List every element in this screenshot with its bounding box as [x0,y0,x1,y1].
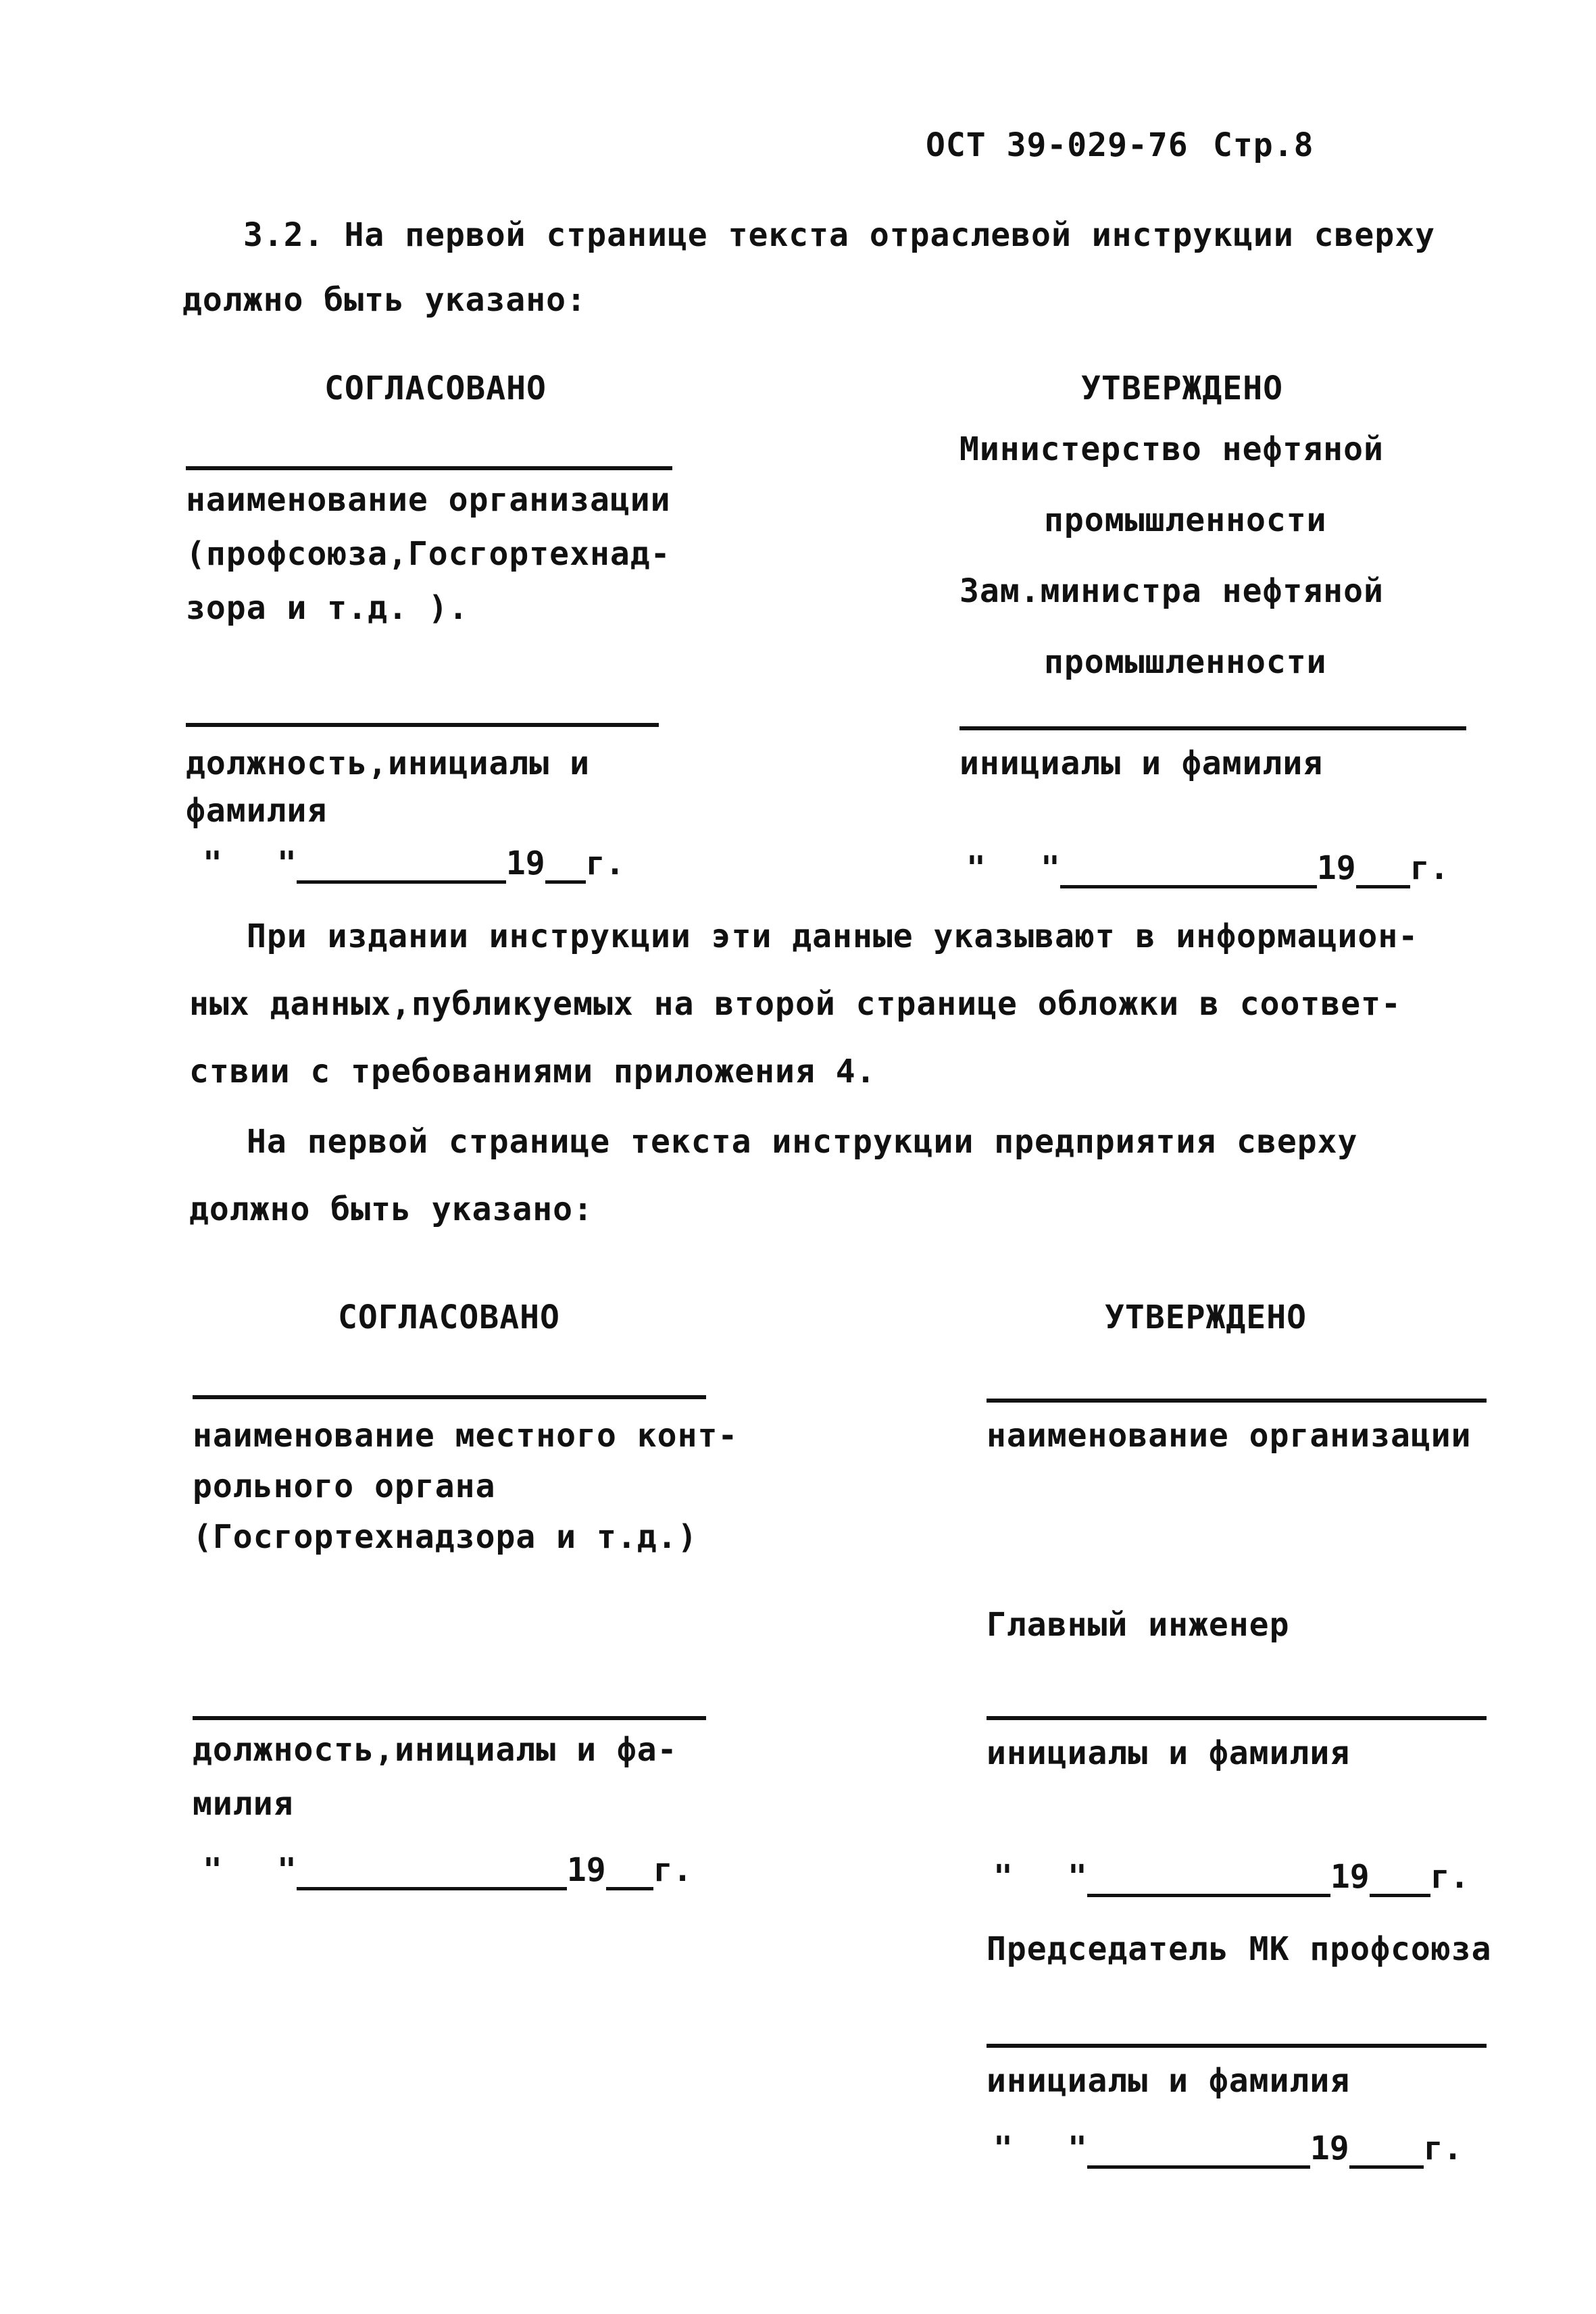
block2-right-title: УТВЕРЖДЕНО [1105,1299,1307,1336]
block1-right-sign-line [959,726,1466,730]
block2-left-sign-line [193,1716,706,1720]
block2-right-chair-sign-line [987,2044,1487,2048]
block1-left-org-caption-2: (профсоюза,Госгортехнад- [186,535,671,573]
block1-right-line-3: Зам.министра нефтяной [959,572,1384,610]
date-open-quote: " [203,1851,222,1889]
para2-line3: ствии с требованиями приложения 4. [189,1053,876,1090]
block1-right-line-2: промышленности [1044,501,1327,539]
block2-left-org-caption-1: наименование местного конт- [193,1417,739,1455]
date-open-quote: " [993,1858,1013,1896]
date-year: 19 [1316,849,1356,887]
block2-left-title: СОГЛАСОВАНО [338,1299,560,1336]
date-open-quote: " [203,845,222,882]
block1-left-date [203,843,625,884]
para2-line1: При издании инструкции эти данные указывают в информацион- [247,917,1419,955]
date-close-quote: " [1068,1858,1087,1896]
block1-right-line-1: Министерство нефтяной [959,430,1384,468]
block2-left-org-line [193,1395,706,1399]
block1-left-org-caption-3: зора и т.д. ). [186,589,469,627]
date-suffix: г. [1423,2130,1463,2167]
block2-right-chief-date [993,1857,1470,1897]
block2-right-chief-sign-line [987,1716,1487,1720]
para2-line2: ных данных,публикуемых на второй странице обложки в соответ- [189,985,1401,1023]
block2-right-chief-caption: инициалы и фамилия [987,1734,1351,1772]
date-year: 19 [1310,2130,1349,2167]
para3-line1: На первой странице текста инструкции предприятия сверху [247,1123,1358,1161]
block1-left-sign-caption-2: фамилия [186,792,328,830]
date-close-quote: " [277,1851,297,1889]
block1-right-title: УТВЕРЖДЕНО [1081,370,1283,407]
block2-left-sign-caption-2: милия [193,1785,294,1823]
block2-left-sign-caption-1: должность,инициалы и фа- [193,1731,678,1769]
date-year: 19 [1330,1858,1370,1896]
date-close-quote: " [277,845,297,882]
block1-right-date [966,848,1449,888]
block1-right-line-4: промышленности [1044,643,1327,681]
date-year: 19 [505,845,545,882]
block2-right-org-caption: наименование организации [987,1417,1472,1455]
block1-right-sign-caption: инициалы и фамилия [959,745,1324,782]
block2-right-chair: Председатель МК профсоюза [987,1930,1492,1968]
para1-line1: 3.2. На первой странице текста отраслевой инструкции сверху [243,216,1436,254]
date-close-quote: " [1068,2130,1087,2167]
block2-right-chair-date [993,2128,1463,2169]
block1-left-org-line [186,466,672,470]
block2-right-chair-caption: инициалы и фамилия [987,2062,1351,2100]
para3-line2: должно быть указано: [189,1190,593,1228]
page-number: Стр.8 [1213,126,1314,164]
date-suffix: г. [1410,849,1449,887]
date-suffix: г. [585,845,625,882]
block1-left-org-caption-1: наименование организации [186,481,671,519]
block1-left-sign-caption-1: должность,инициалы и [186,745,590,782]
date-open-quote: " [966,849,986,887]
date-suffix: г. [1430,1858,1470,1896]
block2-right-chief: Главный инженер [987,1606,1290,1644]
block2-left-org-caption-3: (Госгортехнадзора и т.д.) [193,1518,698,1556]
block2-right-org-line [987,1399,1487,1403]
block2-left-date [203,1850,693,1890]
date-close-quote: " [1041,849,1060,887]
block1-left-title: СОГЛАСОВАНО [324,370,547,407]
document-code: ОСТ 39-029-76 [926,126,1189,164]
date-suffix: г. [653,1851,693,1889]
para1-line2: должно быть указано: [182,281,587,319]
date-open-quote: " [993,2130,1013,2167]
block2-left-org-caption-2: рольного органа [193,1467,496,1505]
block1-left-sign-line [186,723,659,727]
date-year: 19 [566,1851,606,1889]
